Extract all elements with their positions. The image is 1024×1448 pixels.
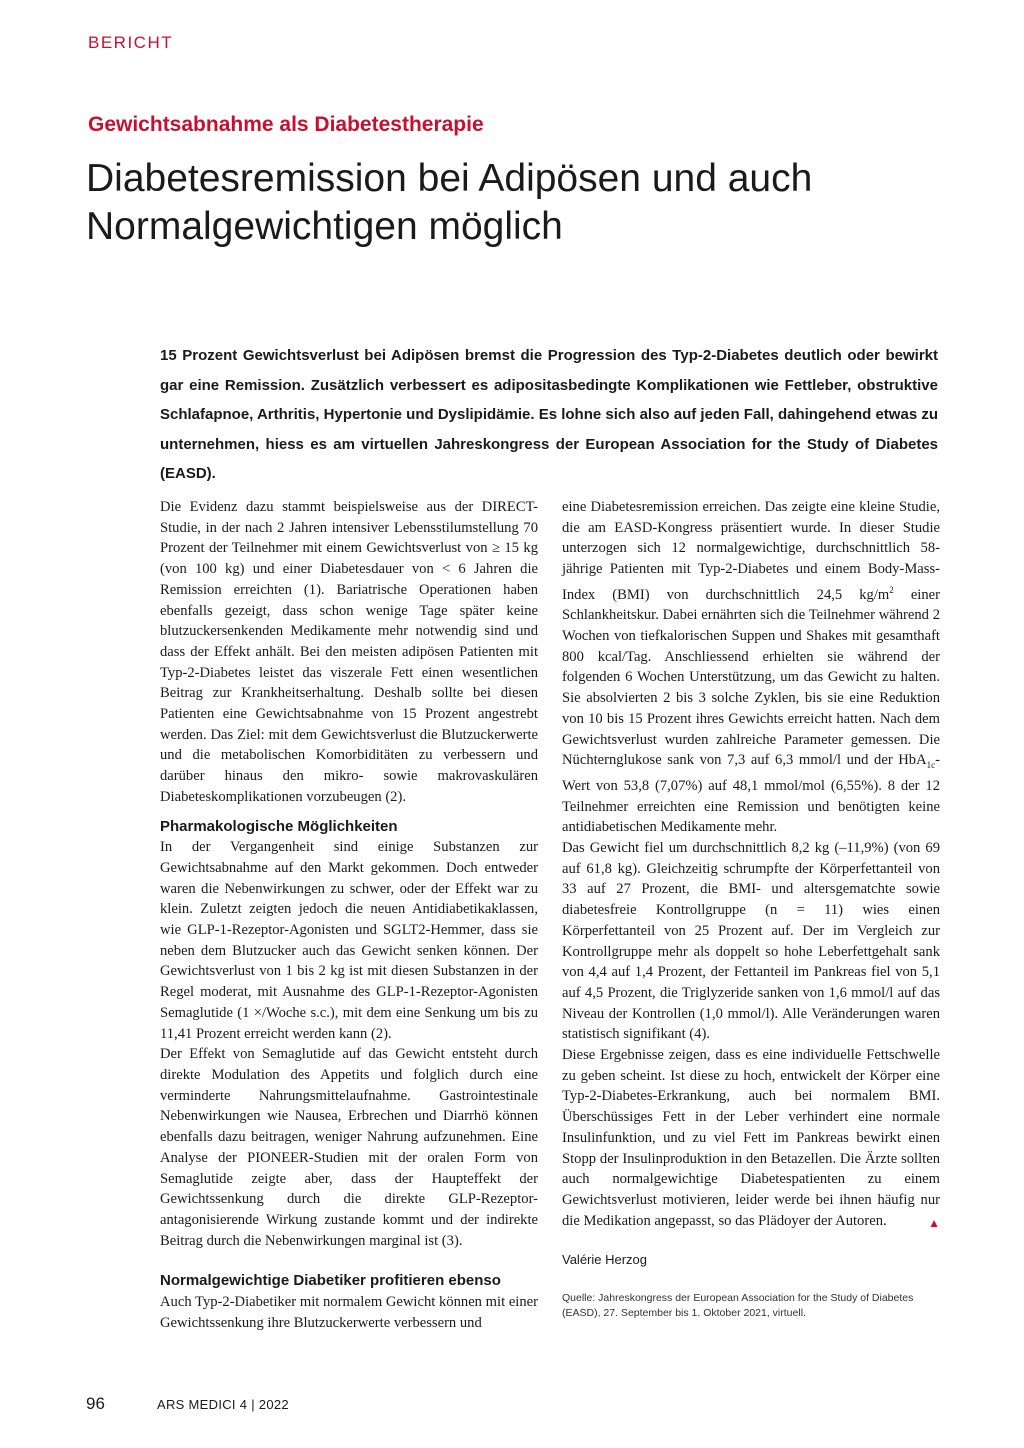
body-paragraph xyxy=(562,497,940,838)
text-span: eine Diabetesremission erreichen. Das zeigte eine kleine Studie, die am EASD-Kongress präsentiert wurde. In dieser Studie unterzogen sich 12 normalgewichtige, durchschnittlich 58-jährige Patienten mit Typ-2-Diabetes und einem Body-Mass-Index (BMI) von durchschnittlich 24,5 kg/m xyxy=(562,499,940,603)
body-paragraph: Die Evidenz dazu stammt beispielsweise aus der DIRECT-Studie, in der nach 2 Jahren intensiver Lebensstilumstellung 70 Prozent der Teilnehmer mit einem Gewichtsverlust von ≥ 15 kg (von 100 kg) und einer Diabetesdauer von < 6 Jahren die Remission erreichten (1). Bariatrische Operationen haben ebenfalls gezeigt, dass schon wenige Tage später keine blutzuckersenkenden Medikamente mehr notwendig sind und dass der Effekt anhält. Bei den meisten adipösen Patienten mit Typ-2-Diabetes leistet das viszerale Fett einen wesentlichen Beitrag zur Krankheitserhaltung. Deshalb sollte bei diesen Patienten eine Gewichtsabnahme von 15 Prozent angestrebt werden. Das Ziel: mit dem Gewichtsverlust die Blutzuckerwerte und die metabolischen Komorbiditäten zu verbessern und darüber hinaus den mikro- sowie makrovaskulären Diabeteskomplikationen vorzubeugen (2). xyxy=(160,499,538,805)
subheading-pharmacology: Pharmakologische Möglichkeiten xyxy=(160,817,398,835)
article-lead: 15 Prozent Gewichtsverlust bei Adipösen bremst die Progression des Typ-2-Diabetes deutlich oder bewirkt gar eine Remission. Zusätzlich verbessert es adipositasbedingte Komplikationen wie Fettleber, obstruktive Schlafapnoe, Arthritis, Hypertonie und Dyslipidämie. Es lohne sich also auf jeden Fall, dahingehend etwas zu unternehmen, hiess es am virtuellen Jahreskongress der European Association for the Study of Diabetes (EASD). xyxy=(160,347,938,482)
right-column xyxy=(562,497,940,1321)
text-span: -Wert von 53,8 (7,07%) auf 48,1 mmol/mol (6,55%). 8 der 12 Teilnehmer erreichten eine Remission und benötigten keine antidiabetischen Medikamente mehr. xyxy=(562,752,940,836)
source-note: Quelle: Jahreskongress der European Association for the Study of Diabetes (EASD), 27. September bis 1. Oktober 2021, virtuell. xyxy=(562,1292,914,1320)
body-paragraph: In der Vergangenheit sind einige Substanzen zur Gewichtsabnahme auf den Markt gekommen. Doch entweder waren die Nebenwirkungen zu schwer, oder der Effekt war zu klein. Zuletzt zeigten jedoch die neuen Antidiabetikaklassen, wie GLP-1-Rezeptor-Agonisten und SGLT2-Hemmer, dass sie neben dem Blutzucker auch das Gewicht senken können. Der Gewichtsverlust von 1 bis 2 kg ist mit diesen Substanzen in der Regel moderat, mit Ausnahme des GLP-1-Rezeptor-Agonisten Semaglutide (1 ×/Woche s.c.), mit dem eine Senkung um bis zu 11,41 Prozent erreicht werden kann (2). xyxy=(160,839,538,1042)
body-paragraph xyxy=(562,1045,940,1231)
article-kicker: Gewichtsabnahme als Diabetestherapie xyxy=(88,113,484,136)
page-number: 96 xyxy=(86,1394,105,1413)
subheading-normal-weight: Normalgewichtige Diabetiker profitieren ebenso xyxy=(160,1272,501,1290)
article-title: Diabetesremission bei Adipösen und auch Normalgewichtigen möglich xyxy=(86,157,813,248)
superscript: 2 xyxy=(889,584,894,595)
section-label: BERICHT xyxy=(88,33,174,52)
body-paragraph: Auch Typ-2-Diabetiker mit normalem Gewicht können mit einer Gewichtssenkung ihre Blutzuckerwerte verbessern und xyxy=(160,1294,538,1331)
text-span: einer Schlankheitskur. Dabei ernährten sich die Teilnehmer während 2 Wochen von tiefkalorischen Suppen und Shakes mit gesamthaft 800 kcal/Tag. Anschliessend erhielten sie während der folgenden 6 Wochen Unterstützung, um das Gewicht zu halten. Sie absolvierten 2 bis 3 solche Zyklen, bis sie eine Reduktion von 10 bis 15 Prozent ihres Gewichts erreicht hatten. Nach dem Gewichtsverlust wurden zahlreiche Parameter gemessen. Die Nüchternglukose sank von 7,3 auf 6,3 mmol/l und der HbA xyxy=(562,586,940,769)
subscript: 1c xyxy=(926,760,936,771)
end-mark-icon: ▲ xyxy=(928,1215,940,1230)
body-paragraph: Der Effekt von Semaglutide auf das Gewicht entsteht durch direkte Modulation des Appetits und folglich durch eine verminderte Nahrungsmittelaufnahme. Gastrointestinale Nebenwirkungen wie Nausea, Erbrechen und Diarrhö können ebenfalls dazu beitragen, weniger Nahrung aufzunehmen. Eine Analyse der PIONEER-Studien mit der oralen Form von Semaglutide zeigte aber, dass der Haupteffekt der Gewichtssenkung durch die direkte GLP-Rezeptor-antagonisierende Wirkung zustande kommt und der indirekte Beitrag durch die Nebenwirkungen marginal ist (3). xyxy=(160,1046,538,1249)
journal-info: ARS MEDICI 4 | 2022 xyxy=(157,1397,289,1412)
body-paragraph: Das Gewicht fiel um durchschnittlich 8,2 kg (–11,9%) (von 69 auf 61,8 kg). Gleichzeitig schrumpfte der Körperfettanteil von 33 auf 27 Prozent, die BMI- und altersgematchte sowie diabetesfreie Kontrollgruppe (n = 11) wies einen Körperfettanteil von 25 Prozent auf. Der im Vergleich zur Kontrollgruppe mehr als doppelt so hohe Leberfettgehalt sank von 4,4 auf 1,4 Prozent, der Fettanteil im Pankreas fiel von 5,1 auf 4,5 Prozent, die Triglyzeride sanken von 1,6 mmol/l auf das Niveau der Kontrollen (1,0 mmol/l). Alle Veränderungen waren statistisch signifikant (4). xyxy=(562,840,940,1043)
text-span: Diese Ergebnisse zeigen, dass es eine individuelle Fettschwelle zu geben scheint. Ist diese zu hoch, entwickelt der Körper eine Typ-2-Diabetes-Erkrankung, auch bei normalem BMI. Überschüssiges Fett in der Leber verhindert eine normale Insulinfunktion, und zu viel Fett im Pankreas bewirkt einen Stopp der Insulinproduktion in den Betazellen. Die Ärzte sollten auch normalgewichtige Diabetespatienten zu einem Gewichtsverlust motivieren, leider werde bei ihnen häufig nur die Medikation angepasst, so das Plädoyer der Autoren. xyxy=(562,1047,940,1229)
left-column xyxy=(160,497,538,1333)
author: Valérie Herzog xyxy=(562,1252,648,1268)
